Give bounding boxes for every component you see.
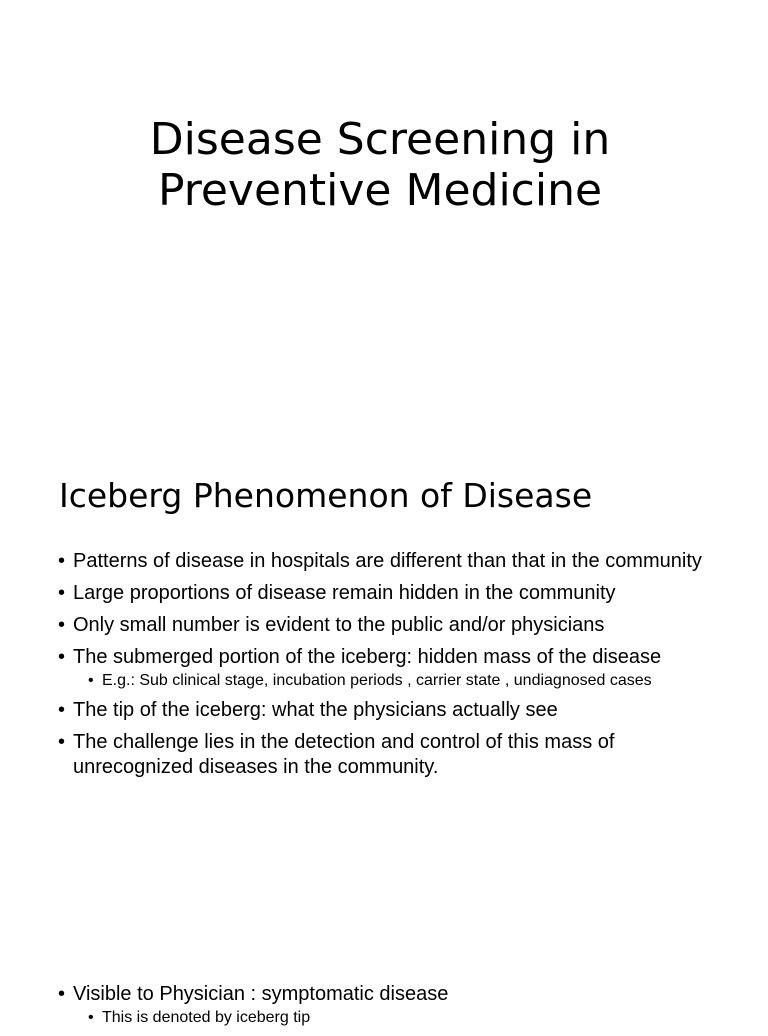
bullet-item: • Large proportions of disease remain hidden in the community	[58, 581, 708, 606]
sub-bullet-list	[73, 1007, 708, 1029]
bullet-list	[58, 982, 708, 1036]
sub-bullet-list	[73, 670, 708, 692]
bullet-text: Visible to Physician : symptomatic disease	[73, 983, 449, 1005]
bullet-item: • Only small number is evident to the public and/or physicians	[58, 613, 708, 638]
title-slide	[0, 0, 768, 432]
sub-bullet-item: • This is denoted by iceberg tip	[73, 1007, 708, 1029]
bullet-item-with-sub	[58, 982, 708, 1029]
bullet-item-with-sub	[58, 645, 708, 692]
bullet-item: • The challenge lies in the detection and control of this mass of unrecognized diseases in the community.	[58, 730, 708, 780]
bullet-item: • Patterns of disease in hospitals are different than that in the community	[58, 549, 708, 574]
iceberg-slide	[0, 432, 768, 864]
presentation-title	[0, 114, 760, 216]
title-line-1: Disease Screening in	[149, 114, 611, 165]
slide-heading: Iceberg Phenomenon of Disease	[59, 476, 593, 515]
bullet-text: The submerged portion of the iceberg: hidden mass of the disease	[73, 646, 662, 668]
title-line-2: Preventive Medicine	[157, 165, 603, 216]
bullet-list	[58, 549, 708, 787]
bullet-item: • The tip of the iceberg: what the physicians actually see	[58, 698, 708, 723]
visible-disease-slide	[0, 864, 768, 1024]
sub-bullet-item: • E.g.: Sub clinical stage, incubation periods , carrier state , undiagnosed cases	[73, 670, 708, 692]
